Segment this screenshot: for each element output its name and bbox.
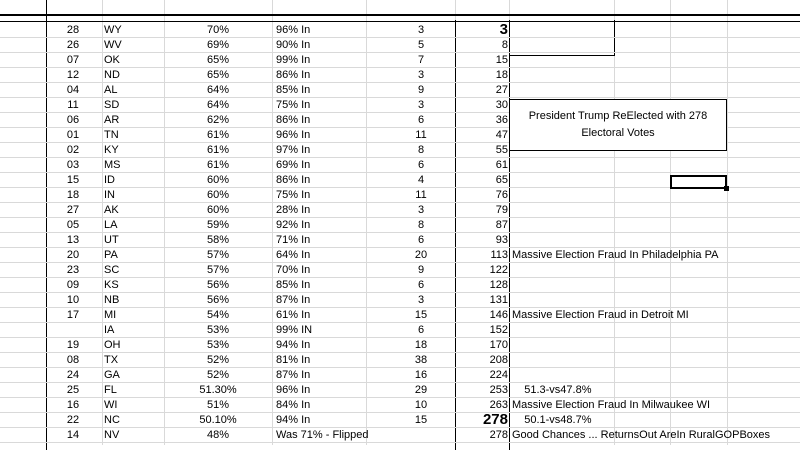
running-total-cell[interactable]: 224 — [489, 369, 508, 381]
note-cell[interactable] — [512, 158, 800, 173]
trump-percentage-cell[interactable]: 52% — [206, 369, 230, 381]
state-number-cell[interactable]: 07 — [66, 54, 80, 66]
table-row[interactable] — [0, 233, 800, 248]
running-total-cell[interactable]: 263 — [489, 399, 508, 411]
electoral-votes-cell[interactable]: 3 — [417, 99, 425, 111]
state-cell[interactable]: OK — [104, 54, 120, 66]
callout-line1: President Trump ReElected with 278 — [528, 110, 708, 122]
running-total-cell[interactable]: 93 — [495, 234, 508, 246]
running-total-cell[interactable]: 15 — [495, 54, 508, 66]
table-row[interactable] — [0, 413, 800, 428]
running-total-cell[interactable]: 253 — [489, 384, 508, 396]
trump-percentage-cell[interactable]: 65% — [206, 54, 230, 66]
electoral-votes-cell[interactable]: 18 — [414, 339, 428, 351]
note-cell[interactable] — [512, 233, 800, 248]
state-number-cell[interactable]: 11 — [67, 99, 79, 111]
trump-percentage-cell[interactable]: 61% — [206, 129, 230, 141]
note-cell[interactable] — [512, 53, 800, 68]
trump-percentage-cell[interactable]: 51% — [206, 399, 230, 411]
note-cell[interactable] — [512, 338, 800, 353]
state-cell[interactable]: MS — [104, 159, 121, 171]
state-cell[interactable]: TN — [104, 129, 119, 141]
reporting-cell[interactable]: 90% In — [276, 39, 311, 51]
electoral-votes-cell[interactable]: 3 — [417, 294, 425, 306]
note-cell[interactable]: Massive Election Fraud In Philadelphia PA — [512, 249, 719, 261]
state-number-cell[interactable]: 12 — [66, 69, 80, 81]
running-total-cell[interactable]: 131 — [489, 294, 508, 306]
table-row[interactable] — [0, 23, 800, 38]
running-total-cell[interactable]: 208 — [489, 354, 508, 366]
electoral-votes-cell[interactable]: 11 — [415, 189, 427, 201]
running-total-cell[interactable]: 30 — [495, 99, 508, 111]
state-number-cell[interactable]: 22 — [66, 414, 80, 426]
state-number-cell[interactable]: 28 — [66, 24, 80, 36]
running-total-cell[interactable]: 152 — [489, 324, 508, 336]
state-number-cell[interactable]: 17 — [66, 309, 80, 321]
note-cell[interactable] — [512, 353, 800, 368]
electoral-votes-cell[interactable]: 15 — [414, 414, 428, 426]
table-row[interactable] — [0, 323, 800, 338]
note-cell[interactable] — [512, 293, 800, 308]
trump-percentage-cell[interactable]: 52% — [206, 354, 230, 366]
state-cell[interactable]: OH — [104, 339, 121, 351]
note-cell[interactable] — [512, 323, 800, 338]
reporting-cell[interactable]: 81% In — [276, 354, 311, 366]
trump-percentage-cell[interactable]: 56% — [206, 294, 230, 306]
running-total-cell[interactable]: 113 — [490, 249, 508, 261]
state-number-cell[interactable]: 16 — [66, 399, 80, 411]
electoral-votes-cell[interactable]: 3 — [417, 69, 425, 81]
reporting-cell[interactable]: 96% In — [276, 24, 311, 36]
table-row[interactable] — [0, 188, 800, 203]
trump-percentage-cell[interactable]: 70% — [206, 24, 230, 36]
trump-percentage-cell[interactable]: 48% — [206, 429, 230, 441]
state-number-cell[interactable]: 03 — [66, 159, 80, 171]
state-cell[interactable]: KY — [104, 144, 119, 156]
running-total-cell[interactable]: 76 — [495, 189, 508, 201]
state-cell[interactable]: AL — [104, 84, 118, 96]
electoral-votes-cell[interactable]: 8 — [417, 144, 425, 156]
running-total-cell[interactable]: 61 — [495, 159, 508, 171]
reporting-cell[interactable]: 75% In — [276, 189, 311, 201]
electoral-votes-cell[interactable]: 4 — [417, 174, 425, 186]
state-cell[interactable]: MI — [104, 309, 117, 321]
reporting-cell[interactable]: 94% In — [276, 414, 311, 426]
table-row[interactable] — [0, 293, 800, 308]
reporting-cell[interactable]: 99% In — [276, 54, 311, 66]
running-total-cell[interactable]: 128 — [489, 279, 508, 291]
note-cell[interactable] — [512, 173, 800, 188]
reporting-cell[interactable]: Was 71% - Flipped — [276, 429, 369, 441]
reporting-cell[interactable]: 96% In — [276, 129, 311, 141]
state-cell[interactable]: KS — [104, 279, 119, 291]
note-cell[interactable] — [512, 203, 800, 218]
state-cell[interactable]: SC — [104, 264, 120, 276]
trump-percentage-cell[interactable]: 59% — [206, 219, 230, 231]
note-cell[interactable] — [512, 263, 800, 278]
table-row[interactable] — [0, 158, 800, 173]
note-cell[interactable]: 50.1-vs48.7% — [512, 414, 592, 426]
electoral-votes-cell[interactable]: 6 — [417, 279, 425, 291]
state-number-cell[interactable]: 05 — [66, 219, 80, 231]
table-row[interactable] — [0, 83, 800, 98]
trump-percentage-cell[interactable]: 60% — [206, 189, 230, 201]
state-cell[interactable]: SD — [104, 99, 120, 111]
running-total-cell[interactable]: 87 — [495, 219, 508, 231]
trump-percentage-cell[interactable]: 69% — [206, 39, 230, 51]
running-total-cell[interactable]: 27 — [495, 84, 508, 96]
reporting-cell[interactable]: 87% In — [276, 369, 311, 381]
state-cell[interactable]: NC — [104, 414, 120, 426]
state-number-cell[interactable]: 15 — [66, 174, 80, 186]
table-row[interactable] — [0, 398, 800, 413]
state-number-cell[interactable]: 25 — [66, 384, 80, 396]
electoral-votes-cell[interactable]: 7 — [417, 54, 425, 66]
trump-percentage-cell[interactable]: 60% — [206, 174, 230, 186]
note-cell[interactable] — [512, 368, 800, 383]
state-cell[interactable]: FL — [104, 384, 117, 396]
state-number-cell[interactable]: 20 — [66, 249, 80, 261]
trump-percentage-cell[interactable]: 62% — [206, 114, 230, 126]
trump-percentage-cell[interactable]: 65% — [206, 69, 230, 81]
reporting-cell[interactable]: 94% In — [276, 339, 311, 351]
trump-percentage-cell[interactable]: 64% — [206, 99, 230, 111]
reporting-cell[interactable]: 92% In — [276, 219, 311, 231]
trump-percentage-cell[interactable]: 58% — [206, 234, 230, 246]
state-cell[interactable]: WY — [104, 24, 122, 36]
trump-percentage-cell[interactable]: 57% — [206, 264, 230, 276]
table-row[interactable] — [0, 218, 800, 233]
state-cell[interactable]: WI — [104, 399, 118, 411]
trump-percentage-cell[interactable]: 50.10% — [199, 414, 237, 426]
running-total-cell[interactable]: 278 — [482, 411, 508, 428]
trump-percentage-cell[interactable]: 53% — [206, 324, 230, 336]
note-cell[interactable]: 51.3-vs47.8% — [512, 384, 592, 396]
state-cell[interactable]: UT — [104, 234, 119, 246]
electoral-votes-cell[interactable]: 9 — [417, 264, 425, 276]
state-number-cell[interactable]: 23 — [66, 264, 80, 276]
table-row[interactable] — [0, 428, 800, 443]
state-number-cell[interactable]: 06 — [66, 114, 80, 126]
trump-percentage-cell[interactable]: 57% — [206, 249, 230, 261]
state-cell[interactable]: LA — [104, 219, 118, 231]
state-cell[interactable]: ID — [104, 174, 115, 186]
running-total-cell[interactable]: 3 — [499, 21, 508, 38]
state-number-cell[interactable] — [58, 323, 88, 338]
trump-percentage-cell[interactable]: 54% — [206, 309, 230, 321]
table-row[interactable] — [0, 203, 800, 218]
running-total-cell[interactable]: 170 — [489, 339, 508, 351]
state-number-cell[interactable]: 24 — [66, 369, 80, 381]
electoral-votes-cell[interactable]: 15 — [414, 309, 428, 321]
state-cell[interactable]: TX — [104, 354, 119, 366]
running-total-cell[interactable]: 47 — [495, 129, 508, 141]
reporting-cell[interactable]: 69% In — [276, 159, 311, 171]
reporting-cell[interactable]: 85% In — [276, 84, 311, 96]
electoral-votes-cell[interactable]: 11 — [415, 129, 427, 141]
reporting-cell[interactable]: 86% In — [276, 114, 311, 126]
running-total-cell[interactable]: 18 — [495, 69, 508, 81]
trump-percentage-cell[interactable]: 51.30% — [199, 384, 237, 396]
note-cell[interactable] — [512, 188, 800, 203]
trump-percentage-cell[interactable]: 61% — [206, 159, 230, 171]
state-number-cell[interactable]: 01 — [66, 129, 80, 141]
electoral-votes-cell[interactable]: 10 — [414, 399, 428, 411]
reporting-cell[interactable]: 84% In — [276, 399, 311, 411]
state-cell[interactable]: AK — [104, 204, 119, 216]
electoral-votes-cell[interactable]: 3 — [417, 24, 425, 36]
note-cell[interactable]: Massive Election Fraud in Detroit MI — [512, 309, 689, 321]
reporting-cell[interactable]: 96% In — [276, 384, 311, 396]
electoral-votes-cell[interactable]: 20 — [414, 249, 428, 261]
electoral-votes-cell[interactable]: 29 — [414, 384, 428, 396]
trump-percentage-cell[interactable]: 56% — [206, 279, 230, 291]
running-total-cell[interactable]: 55 — [495, 144, 508, 156]
electoral-votes-cell[interactable]: 9 — [417, 84, 425, 96]
electoral-votes-cell[interactable]: 6 — [417, 324, 425, 336]
state-number-cell[interactable]: 13 — [66, 234, 80, 246]
reporting-cell[interactable]: 71% In — [276, 234, 311, 246]
state-number-cell[interactable]: 27 — [66, 204, 80, 216]
reporting-cell[interactable]: 28% In — [276, 204, 311, 216]
state-cell[interactable]: GA — [104, 369, 120, 381]
state-cell[interactable]: ND — [104, 69, 120, 81]
running-total-cell[interactable]: 79 — [495, 204, 508, 216]
reporting-cell[interactable]: 75% In — [276, 99, 311, 111]
trump-percentage-cell[interactable]: 53% — [206, 339, 230, 351]
state-number-cell[interactable]: 09 — [66, 279, 80, 291]
electoral-votes-cell[interactable]: 3 — [417, 204, 425, 216]
electoral-votes-cell[interactable]: 6 — [417, 159, 425, 171]
state-number-cell[interactable]: 02 — [66, 144, 80, 156]
callout-line2: Electoral Votes — [581, 127, 655, 139]
reporting-cell[interactable]: 85% In — [276, 279, 311, 291]
state-cell[interactable]: AR — [104, 114, 120, 126]
reporting-cell[interactable]: 86% In — [276, 69, 311, 81]
callout-box — [509, 99, 727, 151]
trump-percentage-cell[interactable]: 61% — [206, 144, 230, 156]
state-cell[interactable]: IA — [104, 324, 115, 336]
state-cell[interactable]: WV — [104, 39, 122, 51]
note-cell[interactable]: Good Chances ... ReturnsOut AreIn RuralGOPBoxes — [512, 429, 771, 441]
reporting-cell[interactable]: 70% In — [276, 264, 311, 276]
table-row[interactable] — [0, 368, 800, 383]
state-number-cell[interactable]: 14 — [66, 429, 80, 441]
note-cell[interactable] — [512, 38, 800, 53]
state-number-cell[interactable]: 26 — [66, 39, 80, 51]
electoral-votes-cell[interactable]: 6 — [417, 234, 425, 246]
electoral-votes-cell[interactable]: 6 — [417, 114, 425, 126]
reporting-cell[interactable]: 61% In — [276, 309, 311, 321]
state-number-cell[interactable]: 10 — [66, 294, 80, 306]
electoral-votes-cell[interactable]: 8 — [417, 219, 425, 231]
state-number-cell[interactable]: 08 — [66, 354, 80, 366]
table-row[interactable] — [0, 278, 800, 293]
state-number-cell[interactable]: 18 — [66, 189, 80, 201]
note-cell[interactable] — [512, 68, 800, 83]
state-cell[interactable]: PA — [104, 249, 118, 261]
trump-percentage-cell[interactable]: 64% — [206, 84, 230, 96]
table-row[interactable] — [0, 308, 800, 323]
state-cell[interactable]: IN — [104, 189, 115, 201]
note-cell[interactable] — [512, 23, 800, 38]
running-total-cell[interactable]: 278 — [489, 429, 508, 441]
selected-cell[interactable] — [670, 175, 727, 189]
table-row[interactable] — [0, 53, 800, 68]
note-cell[interactable] — [512, 83, 800, 98]
note-cell[interactable] — [512, 218, 800, 233]
table-row[interactable] — [0, 248, 800, 263]
note-cell[interactable] — [512, 278, 800, 293]
state-cell[interactable]: NB — [104, 294, 120, 306]
state-cell[interactable]: NV — [104, 429, 120, 441]
running-total-cell[interactable]: 122 — [489, 264, 508, 276]
running-total-cell[interactable]: 8 — [501, 39, 508, 51]
reporting-cell[interactable]: 86% In — [276, 174, 311, 186]
table-row[interactable] — [0, 353, 800, 368]
running-total-cell[interactable]: 65 — [495, 174, 508, 186]
reporting-cell[interactable]: 87% In — [276, 294, 311, 306]
electoral-votes-cell[interactable]: 38 — [414, 354, 428, 366]
table-row[interactable] — [0, 338, 800, 353]
reporting-cell[interactable]: 64% In — [276, 249, 311, 261]
table-row[interactable] — [0, 383, 800, 398]
running-total-cell[interactable]: 36 — [495, 114, 508, 126]
table-row[interactable] — [0, 263, 800, 278]
trump-percentage-cell[interactable]: 60% — [206, 204, 230, 216]
state-number-cell[interactable]: 19 — [66, 339, 80, 351]
table-row[interactable] — [0, 68, 800, 83]
reporting-cell[interactable]: 99% IN — [276, 324, 313, 336]
electoral-votes-cell[interactable]: 16 — [414, 369, 428, 381]
table-row[interactable] — [0, 38, 800, 53]
reporting-cell[interactable]: 97% In — [276, 144, 311, 156]
running-total-cell[interactable]: 146 — [489, 309, 508, 321]
electoral-votes-cell[interactable]: 5 — [417, 39, 425, 51]
state-number-cell[interactable]: 04 — [66, 84, 80, 96]
note-cell[interactable]: Massive Election Fraud In Milwaukee WI — [512, 399, 711, 411]
